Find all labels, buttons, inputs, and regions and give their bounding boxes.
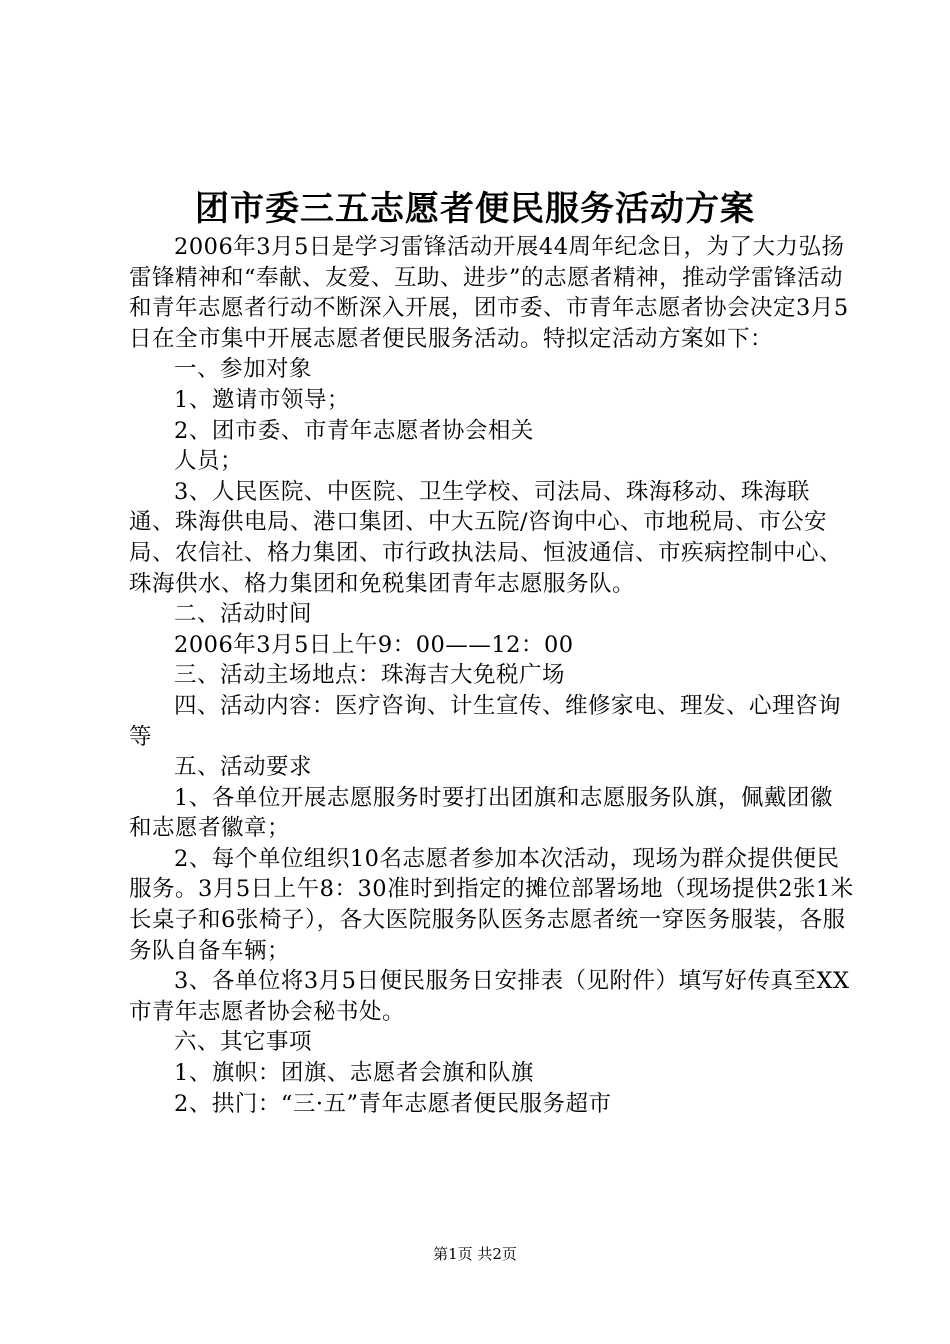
list-item: 2、每个单位组织10名志愿者参加本次活动，现场为群众提供便民服务。3月5日上午8：30准时到指定的摊位部署场地（现场提供2张1米长桌子和6张椅子），各大医院服务队医务志愿者统一穿医务服装，各服务队自备车辆； bbox=[129, 845, 854, 964]
list-item: 1、旗帜：团旗、志愿者会旗和队旗 bbox=[174, 1060, 534, 1087]
section-heading-location: 三、活动主场地点：珠海吉大免税广场 bbox=[174, 662, 566, 689]
section-heading-other: 六、其它事项 bbox=[174, 1029, 313, 1056]
document-title: 团市委三五志愿者便民服务活动方案 bbox=[195, 189, 755, 229]
intro-paragraph: 2006年3月5日是学习雷锋活动开展44周年纪念日，为了大力弘扬雷锋精神和“奉献、友爱、互助、进步”的志愿者精神，推动学雷锋活动和青年志愿者行动不断深入开展，团市委、市青年志愿者协会决定3月5日在全市集中开展志愿者便民服务活动。特拟定活动方案如下： bbox=[129, 234, 849, 352]
section-heading-time: 二、活动时间 bbox=[174, 601, 313, 628]
list-item: 人员； bbox=[174, 448, 244, 475]
list-item: 1、各单位开展志愿服务时要打出团旗和志愿服务队旗，佩戴团徽和志愿者徽章； bbox=[129, 784, 833, 842]
list-item: 2、拱门：“三·五”青年志愿者便民服务超市 bbox=[174, 1090, 612, 1117]
list-item: 3、各单位将3月5日便民服务日安排表（见附件）填写好传真至XX市青年志愿者协会秘书处。 bbox=[129, 968, 850, 1025]
section-heading-participants: 一、参加对象 bbox=[174, 356, 313, 383]
list-item: 2、团市委、市青年志愿者协会相关 bbox=[174, 417, 534, 444]
list-item: 3、人民医院、中医院、卫生学校、司法局、珠海移动、珠海联通、珠海供电局、港口集团、中大五院/咨询中心、市地税局、市公安局、农信社、格力集团、市行政执法局、恒波通信、市疾病控制中心、珠海供水、格力集团和免税集团青年志愿服务队。 bbox=[129, 478, 843, 597]
document-body bbox=[129, 232, 854, 1119]
page-footer: 第1页 共2页 bbox=[433, 1245, 517, 1263]
section-heading-content: 四、活动内容：医疗咨询、计生宣传、维修家电、理发、心理咨询等 bbox=[129, 692, 842, 750]
section-heading-requirements: 五、活动要求 bbox=[174, 754, 313, 781]
activity-time: 2006年3月5日上午9：00——12：00 bbox=[174, 631, 574, 658]
list-item: 1、邀请市领导； bbox=[174, 386, 350, 413]
